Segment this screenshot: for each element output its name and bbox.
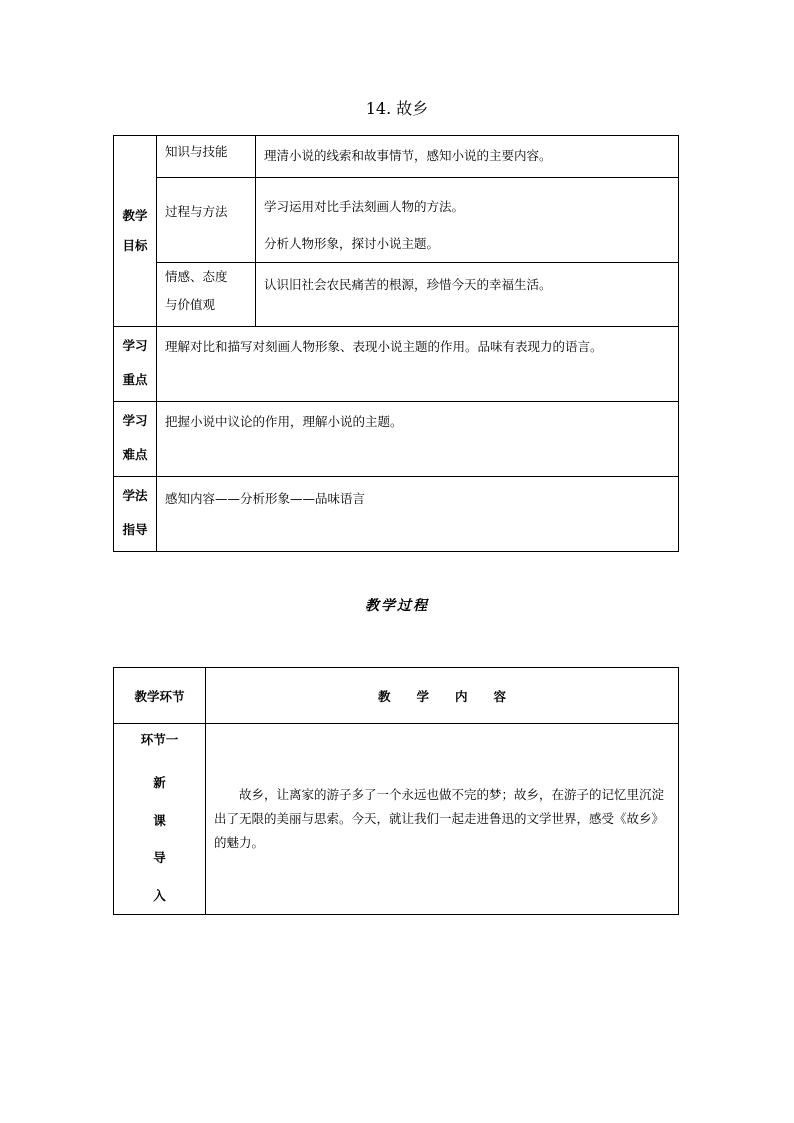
objective-content: 学习运用对比手法刻画人物的方法。 分析人物形象，探讨小说主题。 [256, 178, 679, 263]
method-row [114, 477, 679, 552]
page-title: 14. 故乡 [365, 99, 429, 118]
method-label: 学法 指导 [114, 477, 157, 552]
stage-content: 故乡，让离家的游子多了一个永远也做不完的梦；故乡，在游子的记忆里沉淀出了无限的美丽与思索。今天，就让我们一起走进鲁迅的文学世界，感受《故乡》的魅力。 [206, 724, 679, 915]
process-row [114, 724, 679, 915]
key-points-row [114, 327, 679, 402]
objectives-label: 教学 目标 [114, 136, 157, 327]
objective-row-emotion [114, 263, 679, 327]
difficulties-content: 把握小说中议论的作用，理解小说的主题。 [157, 402, 679, 477]
key-points-label: 学习 重点 [114, 327, 157, 402]
objective-content: 理清小说的线索和故事情节，感知小说的主要内容。 [256, 136, 679, 178]
objective-name: 知识与技能 [157, 136, 256, 178]
key-points-content: 理解对比和描写对刻画人物形象、表现小说主题的作用。品味有表现力的语言。 [157, 327, 679, 402]
difficulties-label: 学习 难点 [114, 402, 157, 477]
process-header-row [114, 668, 679, 724]
objective-row-knowledge [114, 136, 679, 178]
stage-header: 教学环节 [114, 668, 206, 724]
stage-label: 环节一 新 课 导 入 [114, 724, 206, 915]
process-table [113, 667, 679, 915]
objective-name: 情感、态度 与价值观 [157, 263, 256, 327]
process-title: 教学过程 [365, 598, 429, 614]
lesson-plan-table [113, 135, 679, 552]
objective-name: 过程与方法 [157, 178, 256, 263]
objective-row-process [114, 178, 679, 263]
objective-content: 认识旧社会农民痛苦的根源，珍惜今天的幸福生活。 [256, 263, 679, 327]
difficulties-row [114, 402, 679, 477]
content-header: 教学内容 [206, 668, 679, 724]
method-content: 感知内容——分析形象——品味语言 [157, 477, 679, 552]
